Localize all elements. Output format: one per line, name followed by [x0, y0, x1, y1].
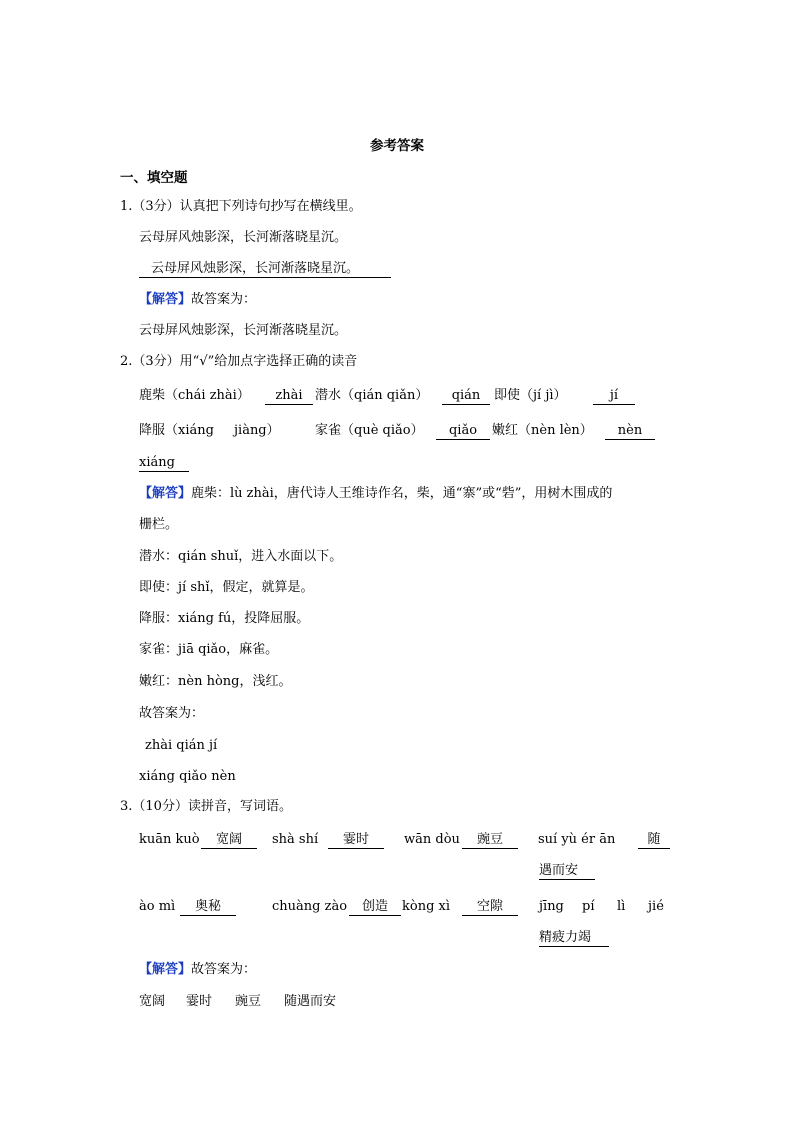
- q3-final-2: 霎时: [186, 994, 213, 1009]
- page-title: 参考答案: [370, 138, 424, 154]
- q3-answer-8: 精疲力竭: [539, 930, 609, 947]
- q1-final: 云母屏风烛影深，长河渐落晓星沉。: [139, 323, 348, 338]
- q3-stem: 3.（10分）读拼音，写词语。: [120, 799, 292, 814]
- q1-jieda: [139, 290, 256, 310]
- q3-pinyin-1: kuān kuò: [139, 832, 200, 847]
- q3-answer-3: 豌豆: [462, 832, 518, 849]
- jieda-tag: 【解答】: [139, 962, 192, 977]
- q1-answer-text: 云母屏风烛影深，长河渐落晓星沉。: [139, 261, 391, 278]
- q2-note: 潜水：qián shuǐ，进入水面以下。: [139, 549, 343, 564]
- q3-answer-2: 霎时: [328, 832, 384, 849]
- q2-option-xiangfu-b: jiàng）: [234, 423, 280, 438]
- q3-answer-4b: 遇而安: [539, 863, 595, 880]
- q3-pinyin-3: wān dòu: [404, 832, 460, 847]
- q2-jieda: [139, 484, 612, 504]
- q2-option-jishi: 即使（jí jì）: [494, 388, 567, 403]
- q2-answer-6: xiáng: [139, 455, 189, 472]
- q2-note: 家雀：jiā qiǎo，麻雀。: [139, 642, 279, 657]
- q2-option-nenhong: 嫩红（nèn lèn）: [492, 423, 593, 438]
- q2-note: 即使：jí shǐ，假定，就算是。: [139, 580, 314, 595]
- q1-poem: 云母屏风烛影深，长河渐落晓星沉。: [139, 230, 348, 245]
- section-heading: 一、填空题: [120, 170, 188, 186]
- q3-final-3: 豌豆: [235, 994, 262, 1009]
- q3-pinyin-6: chuàng zào: [272, 899, 348, 914]
- q3-pinyin-4: suí yù ér ān: [538, 832, 616, 847]
- q3-pinyin-8a: jīng: [539, 899, 564, 914]
- q3-answer-6: 创造: [349, 899, 401, 916]
- q2-option-xiangfu-a: 降服（xiáng: [139, 423, 214, 438]
- q2-answer-4: qiǎo: [436, 423, 490, 440]
- q2-stem: 2.（3分）用“√”给加点字选择正确的读音: [120, 354, 358, 369]
- q2-note: 嫩红：nèn hòng，浅红。: [139, 674, 292, 689]
- q3-answer-4a: 随: [638, 832, 670, 849]
- q2-answer-5: nèn: [605, 423, 655, 440]
- q2-answer-2: qián: [442, 388, 490, 405]
- q3-answer-5: 奥秘: [180, 899, 236, 916]
- q3-final-1: 宽阔: [139, 994, 166, 1009]
- q3-pinyin-8c: lì: [617, 899, 626, 914]
- jieda-tag: 【解答】: [139, 486, 192, 501]
- q3-pinyin-7: kòng xì: [402, 899, 451, 914]
- q3-answer-1: 宽阔: [201, 832, 257, 849]
- jieda-text: 故答案为：: [191, 962, 257, 977]
- q3-answer-7: 空隙: [462, 899, 518, 916]
- q1-stem: 1.（3分）认真把下列诗句抄写在横线里。: [120, 199, 362, 214]
- q2-note: 降服：xiáng fú，投降屈服。: [139, 611, 310, 626]
- jieda-text: 鹿柴：lù zhài，唐代诗人王维诗作名，柴，通“寨”或“砦”，用树木围成的: [191, 486, 613, 501]
- q2-note: zhài qián jí: [145, 738, 218, 753]
- jieda-text: 故答案为：: [191, 292, 257, 307]
- q3-jieda: [139, 960, 256, 980]
- q2-option-luchai: 鹿柴（chái zhài）: [139, 388, 250, 403]
- q3-pinyin-8d: jié: [648, 899, 664, 914]
- q2-note: xiáng qiǎo nèn: [139, 769, 236, 784]
- q2-answer-1: zhài: [265, 388, 313, 405]
- q2-jieda-text2: 栅栏。: [139, 517, 179, 532]
- jieda-tag: 【解答】: [139, 292, 192, 307]
- q3-final-4: 随遇而安: [284, 994, 337, 1009]
- q2-answer-3: jí: [593, 388, 635, 405]
- q1-answer-line: [139, 259, 391, 279]
- q2-option-jiaque: 家雀（què qiǎo）: [315, 423, 424, 438]
- q3-pinyin-8b: pí: [582, 899, 595, 914]
- q2-option-qianshui: 潜水（qián qiǎn）: [315, 388, 429, 403]
- q2-note: 故答案为：: [139, 706, 205, 721]
- q3-pinyin-5: ào mì: [139, 899, 176, 914]
- q3-pinyin-2: shà shí: [272, 832, 319, 847]
